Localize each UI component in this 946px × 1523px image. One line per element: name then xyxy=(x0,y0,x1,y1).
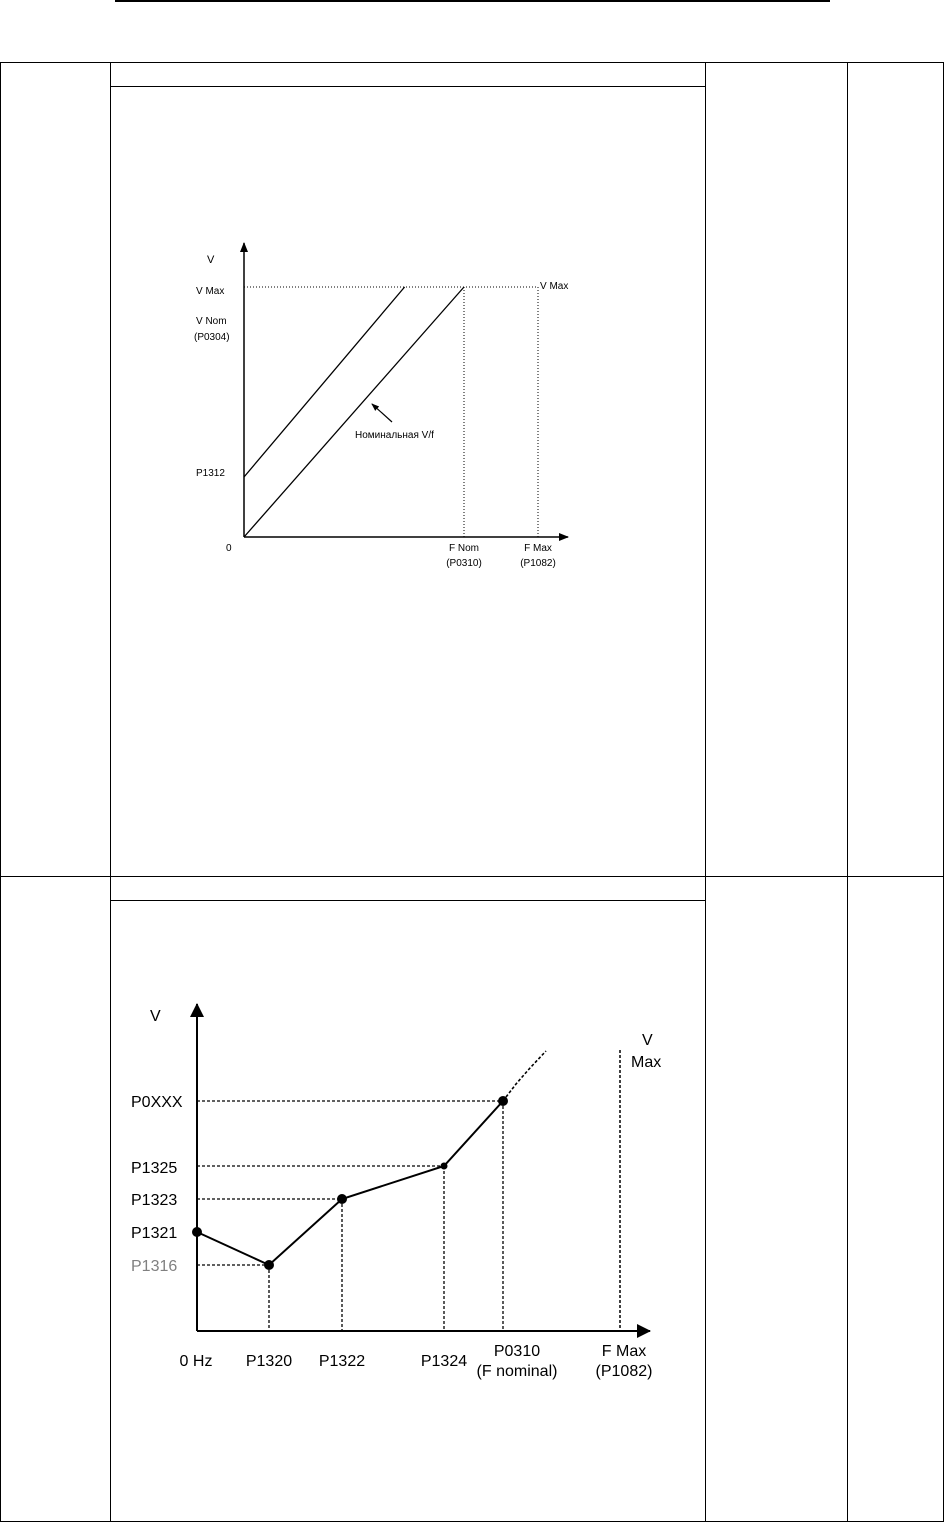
y-axis-label: V xyxy=(150,1008,161,1025)
v-nom-param-label: (P0304) xyxy=(194,332,230,343)
x-tick-label-p1322: P1322 xyxy=(318,1353,366,1370)
y-tick-label-p1321: P1321 xyxy=(131,1225,178,1242)
y-tick-label-p1316: P1316 xyxy=(131,1258,178,1275)
x-tick-label-p1324: P1324 xyxy=(420,1353,468,1370)
v-max-label-line1: V xyxy=(642,1032,653,1049)
x-tick-label-f-nominal: (F nominal) xyxy=(476,1363,558,1380)
y-tick-label-p1325: P1325 xyxy=(131,1160,178,1177)
y-tick-label-p0xxx: P0XXX xyxy=(131,1094,183,1111)
data-point-p1322 xyxy=(337,1194,347,1204)
x-tick-label-p1320: P1320 xyxy=(245,1353,293,1370)
data-point-0-hz xyxy=(192,1227,202,1237)
data-point-p0310 xyxy=(498,1096,508,1106)
x-tick-label-p1082: (P1082) xyxy=(595,1363,653,1380)
y-tick-label-p1323: P1323 xyxy=(131,1192,178,1209)
v-max-label-line2: Max xyxy=(631,1054,662,1071)
nominal-curve-pointer xyxy=(372,404,392,422)
vf-curve-extension xyxy=(503,1051,546,1101)
x-tick-label-f-max: F Max xyxy=(601,1343,647,1360)
nominal-curve-label: Номинальная V/f xyxy=(355,430,434,441)
data-point-p1324 xyxy=(441,1163,448,1170)
origin-label: 0 xyxy=(226,543,232,554)
data-point-p1320 xyxy=(264,1260,274,1270)
f-nom-param-label: (P0310) xyxy=(446,558,482,569)
y-axis-label: V xyxy=(207,254,215,266)
x-tick-label-0hz: 0 Hz xyxy=(179,1353,213,1370)
v-max-tick-label: V Max xyxy=(196,286,225,297)
f-nom-tick-label: F Nom xyxy=(449,543,479,554)
p1312-tick-label: P1312 xyxy=(196,468,225,479)
v-max-right-label: V Max xyxy=(540,281,569,292)
linear-vf-chart xyxy=(0,0,946,700)
x-tick-label-p0310: P0310 xyxy=(493,1343,541,1360)
f-max-param-label: (P1082) xyxy=(520,558,556,569)
nominal-vf-line xyxy=(244,287,464,537)
f-max-tick-label: F Max xyxy=(524,543,552,554)
programmable-vf-chart xyxy=(0,980,946,1400)
vf-curve xyxy=(197,1101,503,1265)
row2-col2-title-cell xyxy=(110,876,706,901)
v-nom-tick-label: V Nom xyxy=(196,316,227,327)
